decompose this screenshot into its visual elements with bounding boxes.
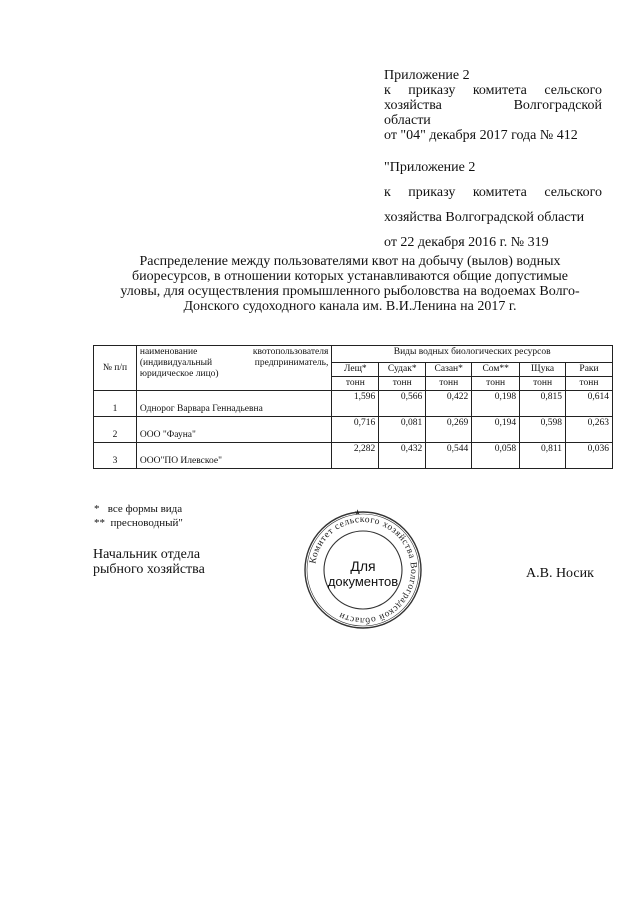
- appendix-original-block: [384, 155, 602, 255]
- row-quota-user: Однорог Варвара Геннадьевна: [136, 391, 332, 417]
- footnote-mark: **: [94, 517, 105, 529]
- signer-position: [93, 547, 205, 577]
- header-unit: тонн: [332, 377, 379, 391]
- stamp-center-line2: документов: [327, 574, 399, 589]
- stamp-ring-text: Комитет сельского хозяйства Волгоградской области: [308, 514, 419, 626]
- row-value: 0,263: [566, 417, 613, 443]
- row-quota-user: ООО"ПО Илевское": [136, 443, 332, 469]
- appendix-original-title: "Приложение 2: [384, 160, 476, 175]
- header-species: Лещ*: [332, 363, 379, 377]
- row-value: 0,716: [332, 417, 379, 443]
- row-value: 0,058: [472, 443, 520, 469]
- row-value: 0,036: [566, 443, 613, 469]
- header-species: Щука: [520, 363, 566, 377]
- appendix-current-date: от "04" декабря 2017 года № 412: [384, 128, 578, 143]
- appendix-current-order-ref: к приказу комитета сельского: [384, 83, 602, 98]
- header-unit: тонн: [472, 377, 520, 391]
- official-stamp: [302, 509, 424, 631]
- footnotes: [94, 502, 183, 530]
- document-heading: Распределение между пользователями квот на добычу (вылов) водных биоресурсов, в отношении которых устанавливаются общие допустимые уловы, для осуществления промышленного рыболовства на водоемах Волго-Донского судоходного канала им. В.И.Ленина на 2017 г.: [120, 254, 580, 314]
- row-number: 1: [94, 391, 137, 417]
- row-value: 0,194: [472, 417, 520, 443]
- header-species: Судак*: [379, 363, 426, 377]
- row-quota-user: ООО "Фауна": [136, 417, 332, 443]
- appendix-original-committee: хозяйства Волгоградской области: [384, 210, 585, 225]
- table-row: [94, 443, 613, 469]
- signer-name: А.В. Носик: [526, 566, 594, 581]
- appendix-current-committee: хозяйства Волгоградской: [384, 98, 602, 113]
- row-value: 1,596: [332, 391, 379, 417]
- row-value: 0,198: [472, 391, 520, 417]
- row-value: 0,432: [379, 443, 426, 469]
- header-unit: тонн: [566, 377, 613, 391]
- row-value: 0,815: [520, 391, 566, 417]
- header-species: Раки: [566, 363, 613, 377]
- signer-position-line: Начальник отдела: [93, 547, 201, 562]
- header-unit: тонн: [426, 377, 472, 391]
- signer-position-line: рыбного хозяйства: [93, 562, 205, 577]
- appendix-original-date: от 22 декабря 2016 г. № 319: [384, 235, 549, 250]
- row-value: 0,566: [379, 391, 426, 417]
- footnote: [94, 502, 183, 516]
- table-header-row: [94, 346, 613, 363]
- row-value: 0,811: [520, 443, 566, 469]
- row-value: 0,269: [426, 417, 472, 443]
- quota-table: [93, 345, 613, 469]
- header-unit: тонн: [520, 377, 566, 391]
- row-value: 0,598: [520, 417, 566, 443]
- stamp-star-icon: ★: [354, 509, 362, 517]
- header-species: Сазан*: [426, 363, 472, 377]
- footnote-text: все формы вида: [107, 503, 183, 515]
- row-number: 2: [94, 417, 137, 443]
- appendix-current-block: [384, 68, 602, 143]
- row-value: 2,282: [332, 443, 379, 469]
- header-number: № п/п: [94, 346, 137, 391]
- appendix-current-title: Приложение 2: [384, 68, 470, 83]
- stamp-center-line1: Для: [350, 558, 376, 574]
- row-value: 0,614: [566, 391, 613, 417]
- row-number: 3: [94, 443, 137, 469]
- table-row: [94, 391, 613, 417]
- row-value: 0,544: [426, 443, 472, 469]
- table-row: [94, 417, 613, 443]
- footnote-mark: *: [94, 503, 100, 515]
- header-unit: тонн: [379, 377, 426, 391]
- row-value: 0,081: [379, 417, 426, 443]
- appendix-original-order-ref: к приказу комитета сельского: [384, 185, 602, 200]
- header-quota-user: наименование квотопользователя (индивидуальный предприниматель, юридическое лицо): [136, 346, 332, 391]
- header-species: Сом**: [472, 363, 520, 377]
- row-value: 0,422: [426, 391, 472, 417]
- header-species-group: Виды водных биологических ресурсов: [332, 346, 613, 363]
- appendix-current-region: области: [384, 113, 431, 128]
- footnote: [94, 516, 183, 530]
- footnote-text: пресноводный": [110, 517, 183, 529]
